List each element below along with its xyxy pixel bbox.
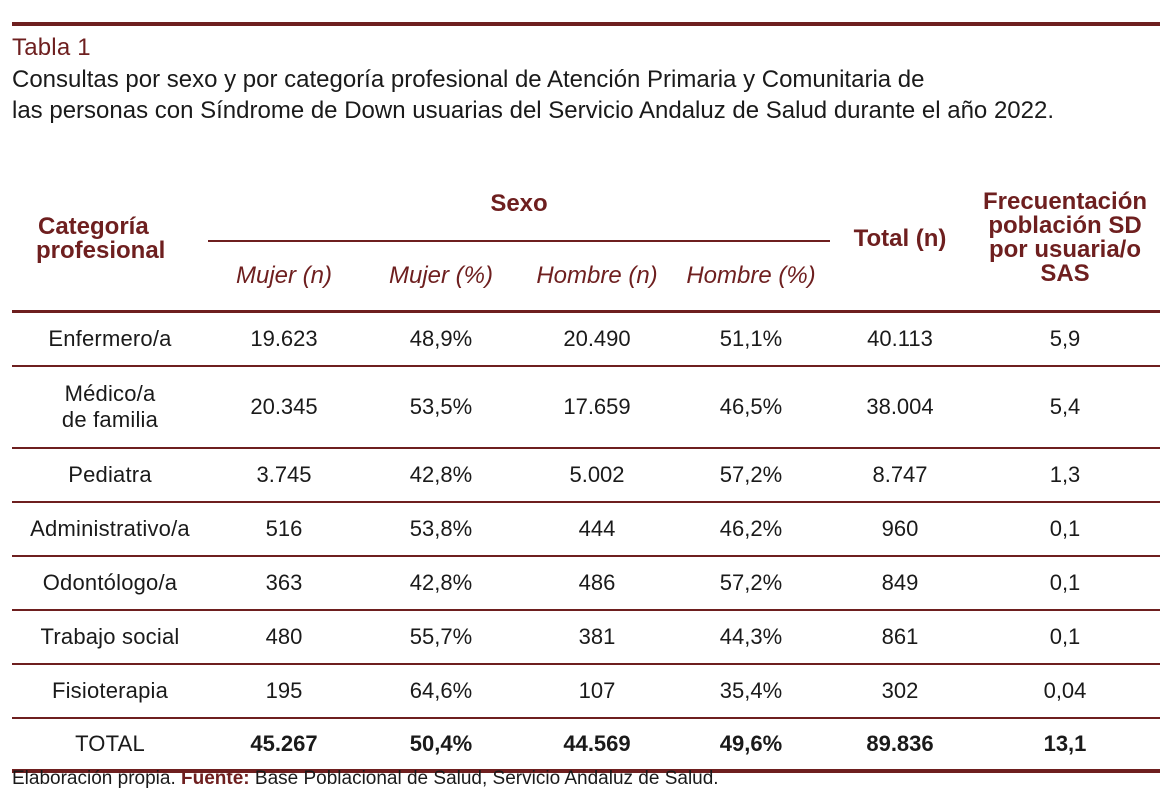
total-mujer-pct: 50,4% [360,718,522,771]
table-caption [12,64,1162,126]
cell-total: 8.747 [830,448,970,502]
header-mujer-n: Mujer (n) [208,241,360,312]
row-category-line-1: Trabajo social [40,624,180,649]
table-label: Tabla 1 [12,34,91,61]
row-category [12,448,208,502]
row-category [12,556,208,610]
cell-mujer-n: 20.345 [208,366,360,448]
top-rule [12,22,1160,26]
cell-hombre-n: 107 [522,664,672,718]
footer-source-label: Fuente: [181,768,250,789]
cell-frecuentacion: 0,1 [970,556,1160,610]
table-row [12,556,1160,610]
table-row [12,366,1160,448]
row-category-line-1: Médico/a [64,381,156,406]
cell-hombre-pct: 46,2% [672,502,830,556]
header-categoria-line-2: profesional [36,237,166,264]
footer-prefix: Elaboración propia. [12,768,176,789]
cell-frecuentacion: 5,4 [970,366,1160,448]
cell-mujer-n: 195 [208,664,360,718]
cell-hombre-n: 444 [522,502,672,556]
cell-hombre-n: 5.002 [522,448,672,502]
table-row [12,448,1160,502]
total-hombre-n: 44.569 [522,718,672,771]
cell-frecuentacion: 0,1 [970,610,1160,664]
row-category-line-1: Enfermero/a [48,326,172,351]
cell-total: 849 [830,556,970,610]
total-label: TOTAL [12,718,208,771]
cell-frecuentacion: 0,04 [970,664,1160,718]
cell-hombre-n: 20.490 [522,312,672,367]
header-frec-line-3: por usuaria/o [988,236,1142,263]
cell-frecuentacion: 5,9 [970,312,1160,367]
row-category [12,366,208,448]
cell-mujer-pct: 53,5% [360,366,522,448]
header-mujer-pct: Mujer (%) [360,241,522,312]
data-table [12,168,1160,773]
cell-total: 302 [830,664,970,718]
cell-mujer-pct: 53,8% [360,502,522,556]
row-category-line-2: de familia [61,407,159,432]
row-category [12,664,208,718]
total-total: 89.836 [830,718,970,771]
row-category-line-1: Odontólogo/a [42,570,178,595]
table-row [12,610,1160,664]
caption-line-2: las personas con Síndrome de Down usuarias del Servicio Andaluz de Salud durante el año 2022. [12,97,1054,124]
cell-mujer-n: 3.745 [208,448,360,502]
cell-hombre-n: 17.659 [522,366,672,448]
header-frec-line-2: población SD [988,212,1142,239]
table-row [12,312,1160,367]
row-category [12,502,208,556]
cell-mujer-pct: 42,8% [360,556,522,610]
header-total: Total (n) [830,168,970,312]
cell-hombre-n: 486 [522,556,672,610]
row-category [12,610,208,664]
footer-source-text: Base Poblacional de Salud, Servicio Andaluz de Salud. [254,768,719,789]
table-total-row [12,718,1160,771]
row-category-line-1: Fisioterapia [51,678,169,703]
cell-total: 38.004 [830,366,970,448]
cell-total: 861 [830,610,970,664]
cell-mujer-n: 19.623 [208,312,360,367]
row-category [12,312,208,367]
cell-frecuentacion: 1,3 [970,448,1160,502]
cell-total: 960 [830,502,970,556]
cell-hombre-pct: 57,2% [672,448,830,502]
total-mujer-n: 45.267 [208,718,360,771]
table-row [12,502,1160,556]
total-hombre-pct: 49,6% [672,718,830,771]
cell-hombre-pct: 46,5% [672,366,830,448]
cell-mujer-pct: 55,7% [360,610,522,664]
header-frec-line-1: Frecuentación [982,188,1148,215]
header-frec-line-4: SAS [1040,260,1090,287]
header-hombre-n: Hombre (n) [522,241,672,312]
cell-mujer-pct: 48,9% [360,312,522,367]
cell-hombre-pct: 35,4% [672,664,830,718]
cell-mujer-n: 480 [208,610,360,664]
row-category-line-1: Administrativo/a [30,516,190,541]
header-hombre-pct: Hombre (%) [672,241,830,312]
cell-mujer-pct: 64,6% [360,664,522,718]
cell-mujer-n: 516 [208,502,360,556]
cell-hombre-pct: 44,3% [672,610,830,664]
header-categoria-line-1: Categoría [38,213,149,240]
cell-hombre-pct: 51,1% [672,312,830,367]
cell-frecuentacion: 0,1 [970,502,1160,556]
cell-hombre-n: 381 [522,610,672,664]
cell-hombre-pct: 57,2% [672,556,830,610]
table-footer [12,768,719,790]
cell-mujer-pct: 42,8% [360,448,522,502]
header-sexo: Sexo [208,168,830,241]
header-categoria [12,168,208,312]
total-frecuentacion: 13,1 [970,718,1160,771]
table-row [12,664,1160,718]
cell-mujer-n: 363 [208,556,360,610]
cell-total: 40.113 [830,312,970,367]
header-frecuentacion [970,168,1160,312]
caption-line-1: Consultas por sexo y por categoría profesional de Atención Primaria y Comunitaria de [12,66,925,93]
row-category-line-1: Pediatra [68,462,152,487]
